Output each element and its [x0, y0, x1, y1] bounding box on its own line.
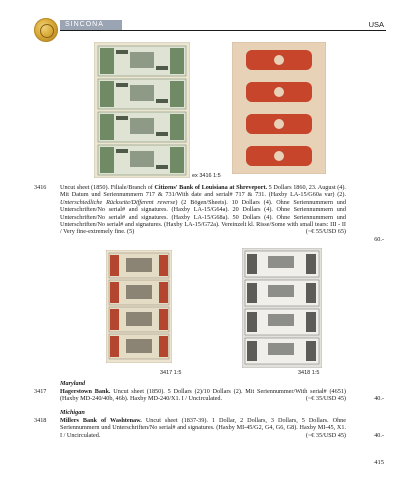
state-heading-michigan: Michigan: [60, 409, 85, 416]
header-rule: [60, 30, 386, 31]
lot-3418-bank-name: Millers Bank of Washtenaw.: [60, 417, 142, 424]
lot-3417-estimate: (~€ 35/USD 45): [305, 395, 346, 403]
lot-3416-text-c: ) (2 Bögen/Sheets). 10 Dollars (4). Ohne Seriennummern und Unterschriften/No serial# and signatures. (Haxby LA-15/G64a). 20 Dollars (4). Ohne Seriennummern und Unterschriften/No serial# and signatures. (Haxby LA-15/G68a). 50 Dollars (4). Ohne Seriennummern und Unterschriften/No serial# and signatures. (Haxby LA-15/G72a). Vereinzelt kl. Risse/Some with small tears: III - II / Very fine-extremely fine. (5): [60, 198, 346, 236]
lot-3417-number: 3417: [34, 388, 47, 395]
lot-3417-description: [60, 388, 346, 403]
state-heading-maryland: Maryland: [60, 380, 86, 387]
lot-3417-bank-name: Hagerstown Bank.: [60, 388, 111, 395]
lot-3417-caption: 3417 1:5: [160, 370, 182, 376]
lot-3416-price: 60.-: [374, 236, 384, 243]
country-label: USA: [368, 20, 384, 29]
lot-3416-text-a: Uncut sheet (1850). Filiale/Branch of: [60, 184, 155, 191]
lot-3416-sheet-back-image: [232, 42, 326, 174]
brand-bar: [60, 20, 122, 30]
lot-3416-bank-name: Citizens' Bank of Louisiana at Shreveport.: [154, 184, 268, 191]
lot-3417-text: Uncut sheet (1850). 5 Dollars (2)/10 Dollars (2). Mit Seriennummer/With serial# (4651) (Haxby MD-240/40b, 46b). Haxby MD-240/X1. I / Uncirculated.: [60, 388, 346, 403]
brand-label: SINCONA: [65, 21, 104, 28]
page-number: 415: [374, 459, 384, 466]
lot-3418-price: 40.-: [374, 432, 384, 439]
lot-3416-number: 3416: [34, 184, 47, 191]
lot-3418-caption: 3418 1:5: [298, 370, 320, 376]
lot-3418-text: Uncut sheet (1837-39). 1 Dollar, 2 Dollars, 3 Dollars, 5 Dollars. Ohne Seriennummern und Unterschriften/No serial# and signatures. (Haxby MI-45/G2, G4, G6, G8). Haxby MI-45, X1. I / Uncirculated.: [60, 417, 346, 439]
lot-3418-number: 3418: [34, 417, 47, 424]
lot-3418-description: [60, 417, 346, 439]
lot-3416-caption: ex 3416 1:5: [192, 173, 221, 179]
lot-3417-sheet-image: [106, 250, 172, 363]
lot-3417-price: 40.-: [374, 395, 384, 402]
lot-3416-description: [60, 184, 346, 236]
lot-3416-text-b: 5 Dollars 1860, 23. August (4). Mit Datum und Seriennummern 717 & 731/With date and serial# 717 & 731. (Haxby LA-15/G60a var) (2).: [60, 184, 346, 199]
lot-3416-sheet-front-image: [94, 42, 190, 178]
lot-3418-sheet-image: [242, 248, 322, 368]
lot-3416-text-italic: Unterschiedliche Rückseite/Different reverse: [60, 198, 176, 206]
sincona-logo: [34, 18, 58, 42]
lot-3418-estimate: (~€ 35/USD 45): [305, 431, 346, 439]
lot-3416-estimate: (~€ 55/USD 65): [305, 228, 346, 236]
